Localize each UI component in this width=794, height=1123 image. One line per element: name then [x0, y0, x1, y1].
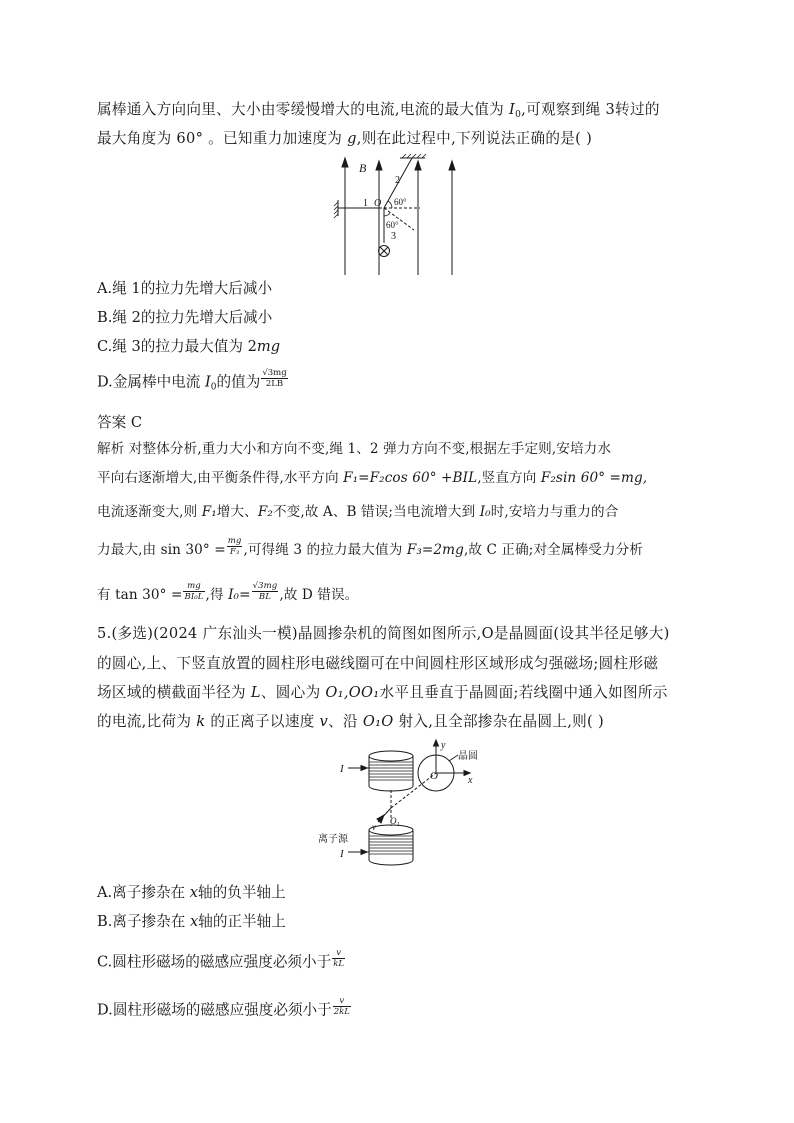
fraction: $\frac{v}{kL}$	[333, 948, 344, 969]
q4-stem-line-2: 最大角度为 60° 。已知重力加速度为 g,则在此过程中,下列说法正确的是( )	[97, 130, 593, 147]
current-symbol: I	[509, 101, 516, 118]
q5-stem-line-1: 5.(多选)(2024 广东汕头一模)晶圆掺杂机的简图如图所示,O是晶圆面(设其半径足够大)	[97, 625, 670, 642]
field-label-B: B	[359, 161, 367, 175]
q4-solution-line-3: 电流逐渐变大,则 F₁增大、F₂不变,故 A、B 错误;当电流增大到 I₀时,安培力与重力的合	[97, 504, 619, 520]
rope-3-label: 3	[391, 231, 396, 242]
q5-wafer-doping-figure	[318, 738, 488, 868]
q4-solution-line-5: 有 tan 30° = $\frac{mg}{\text{BI₀L}}$ ,得 I₀= $\frac{√3mg}{BL}$ ,故 D 错误。	[97, 581, 359, 603]
wafer-label: 晶圆	[458, 751, 478, 762]
velocity-label: v	[372, 822, 376, 832]
q4-rope-figure	[330, 150, 460, 275]
q4-answer: 答案 C	[97, 414, 142, 431]
fraction: $\frac{v}{2kL}$	[333, 996, 350, 1017]
current-label-top: I	[340, 763, 344, 775]
q4-option-d: D.金属棒中电流 $I_0$的值为 $\frac{√3mg}{2LB}$	[97, 368, 287, 393]
q4-option-a: A.绳 1的拉力先增大后减小	[97, 280, 273, 297]
q5-stem-line-2: 的圆心,上、下竖直放置的圆柱形电磁线圈可在中间圆柱形区域形成匀强磁场;圆柱形磁	[97, 655, 659, 672]
q4-solution-line-4: 力最大,由 sin 30° = $\frac{mg}{\text{F₃}}$ ,可得绳 3 的拉力最大值为 F₃=2mg,故 C 正确;对全属棒受力分析	[97, 536, 644, 558]
wafer-center-label: O	[430, 770, 438, 782]
q5-stem-line-3: 场区域的横截面半径为 L、圆心为 O₁,OO₁水平且垂直于晶圆面;若线圈中通入如图所示	[97, 684, 668, 701]
q4-stem-line-1: 属棒通入方向向里、大小由零缓慢增大的电流,电流的最大值为 $I_0$,可观察到绳 3转过的	[97, 101, 660, 120]
ion-source-label: 离子源	[318, 834, 348, 845]
solution-label: 解析	[97, 441, 125, 457]
q5-option-c: C.圆柱形磁场的磁感应强度必须小于 $\frac{v}{kL}$	[97, 948, 344, 971]
rope-1-label: 1	[363, 198, 368, 209]
fraction: $\frac{√3mg}{2LB}$	[262, 368, 287, 389]
q5-option-a: A.离子掺杂在 x轴的负半轴上	[97, 884, 286, 901]
y-axis-label: y	[441, 740, 446, 751]
fraction: $\frac{mg}{\text{F₃}}$	[227, 536, 242, 557]
fraction: $\frac{√3mg}{BL}$	[252, 581, 278, 602]
o1-label: O₁	[390, 816, 400, 826]
rope-2-label: 2	[395, 175, 400, 186]
q5-option-d: D.圆柱形磁场的磁感应强度必须小于 $\frac{v}{2kL}$	[97, 996, 350, 1019]
q5-option-b: B.离子掺杂在 x轴的正半轴上	[97, 913, 286, 930]
x-axis-label: x	[468, 775, 473, 786]
q4-solution-line-2: 平向右逐渐增大,由平衡条件得,水平方向 F₁=F₂cos 60° +BIL,竖直方向 F₂sin 60° =mg,	[97, 470, 648, 486]
point-O-label: O	[374, 198, 382, 209]
fraction: $\frac{mg}{\text{BI₀L}}$	[184, 581, 204, 602]
current-label-bottom: I	[340, 848, 344, 860]
q4-solution-line-1: 解析 对整体分析,重力大小和方向不变,绳 1、2 弹力方向不变,根据左手定则,安培力水	[97, 441, 612, 457]
q5-stem-line-4: 的电流,比荷为 k 的正离子以速度 v、沿 O₁O 射入,且全部掺杂在晶圆上,则( )	[97, 713, 604, 730]
angle-top-label: 60°	[394, 197, 407, 207]
angle-bottom-label: 60°	[386, 220, 399, 230]
q4-option-c: C.绳 3的拉力最大值为 2mg	[97, 338, 281, 355]
q4-option-b: B.绳 2的拉力先增大后减小	[97, 309, 273, 326]
